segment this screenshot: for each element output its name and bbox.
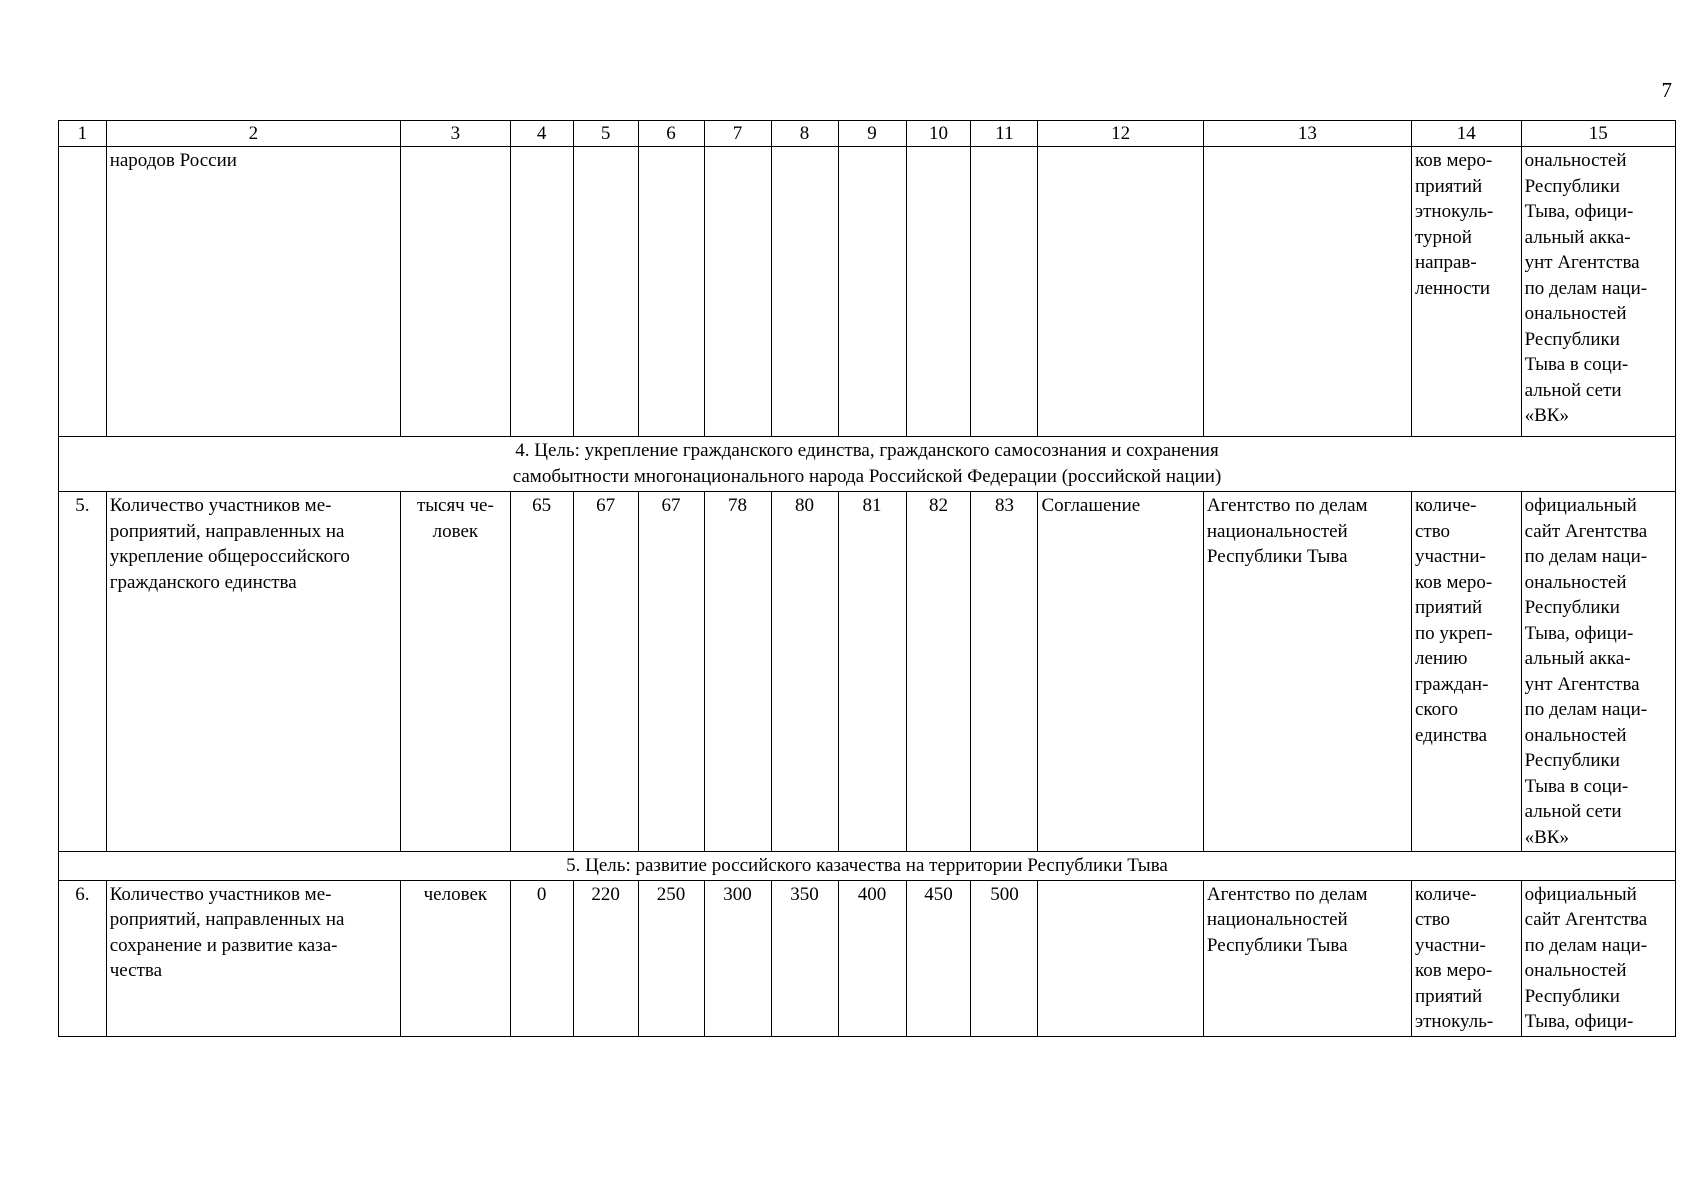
value-cell: 250 (638, 880, 704, 1036)
column-number: 10 (906, 121, 971, 147)
column-number: 4 (510, 121, 573, 147)
table-row-continuation (59, 147, 1676, 437)
value-cell: 65 (510, 492, 573, 852)
document-cell: Соглашение (1038, 492, 1203, 852)
indicator-name: Количество участников ме- роприятий, направленных на укрепление общероссийского гражданского единства (106, 492, 400, 852)
indicator-name: народов России (106, 147, 400, 437)
value-cell: 300 (704, 880, 771, 1036)
unit-cell: тысяч че- ловек (401, 492, 511, 852)
unit-cell: человек (401, 880, 511, 1036)
unit-cell (401, 147, 511, 437)
method-cell: количе- ство участни- ков меро- приятий по укреп- лению граждан- ского единства (1411, 492, 1521, 852)
column-number-row (59, 121, 1676, 147)
value-cell (771, 147, 838, 437)
column-number: 15 (1521, 121, 1675, 147)
value-cell: 220 (573, 880, 638, 1036)
method-cell: количе- ство участни- ков меро- приятий этнокуль- (1411, 880, 1521, 1036)
source-cell: официальный сайт Агентства по делам наци- ональностей Республики Тыва, офици- (1521, 880, 1675, 1036)
value-cell (906, 147, 971, 437)
column-number: 11 (971, 121, 1038, 147)
value-cell: 400 (838, 880, 906, 1036)
value-cell (510, 147, 573, 437)
value-cell: 81 (838, 492, 906, 852)
responsible-cell: Агентство по делам национальностей Республики Тыва (1203, 880, 1411, 1036)
column-number: 5 (573, 121, 638, 147)
value-cell: 450 (906, 880, 971, 1036)
source-cell: ональностей Республики Тыва, офици- альный акка- унт Агентства по делам наци- ональностей Республики Тыва в соци- альной сети «ВК» (1521, 147, 1675, 437)
table-row-6 (59, 880, 1676, 1036)
value-cell: 0 (510, 880, 573, 1036)
indicators-table (58, 120, 1676, 1037)
value-cell (838, 147, 906, 437)
goal-heading: 5. Цель: развитие российского казачества на территории Республики Тыва (59, 852, 1676, 881)
responsible-cell: Агентство по делам национальностей Республики Тыва (1203, 492, 1411, 852)
indicator-name: Количество участников ме- роприятий, направленных на сохранение и развитие каза- чества (106, 880, 400, 1036)
responsible-cell (1203, 147, 1411, 437)
value-cell (704, 147, 771, 437)
value-cell: 350 (771, 880, 838, 1036)
table-row-5 (59, 492, 1676, 852)
value-cell: 80 (771, 492, 838, 852)
row-number (59, 147, 107, 437)
column-number: 7 (704, 121, 771, 147)
value-cell: 82 (906, 492, 971, 852)
column-number: 8 (771, 121, 838, 147)
value-cell: 67 (573, 492, 638, 852)
column-number: 13 (1203, 121, 1411, 147)
document-cell (1038, 880, 1203, 1036)
document-cell (1038, 147, 1203, 437)
goal-row (59, 437, 1676, 492)
column-number: 14 (1411, 121, 1521, 147)
value-cell: 83 (971, 492, 1038, 852)
value-cell: 67 (638, 492, 704, 852)
value-cell: 78 (704, 492, 771, 852)
source-cell: официальный сайт Агентства по делам наци- ональностей Республики Тыва, офици- альный акка- унт Агентства по делам наци- ональностей Республики Тыва в соци- альной сети «ВК» (1521, 492, 1675, 852)
value-cell (573, 147, 638, 437)
column-number: 3 (401, 121, 511, 147)
column-number: 9 (838, 121, 906, 147)
column-number: 12 (1038, 121, 1203, 147)
goal-row (59, 852, 1676, 881)
page-number: 7 (1661, 78, 1672, 102)
row-number: 6. (59, 880, 107, 1036)
value-cell (638, 147, 704, 437)
value-cell: 500 (971, 880, 1038, 1036)
column-number: 6 (638, 121, 704, 147)
goal-heading: 4. Цель: укрепление гражданского единства, гражданского самосознания и сохранения самобытности многонационального народа Российской Федерации (российской нации) (59, 437, 1676, 492)
row-number: 5. (59, 492, 107, 852)
value-cell (971, 147, 1038, 437)
column-number: 1 (59, 121, 107, 147)
method-cell: ков меро- приятий этнокуль- турной направ- ленности (1411, 147, 1521, 437)
column-number: 2 (106, 121, 400, 147)
